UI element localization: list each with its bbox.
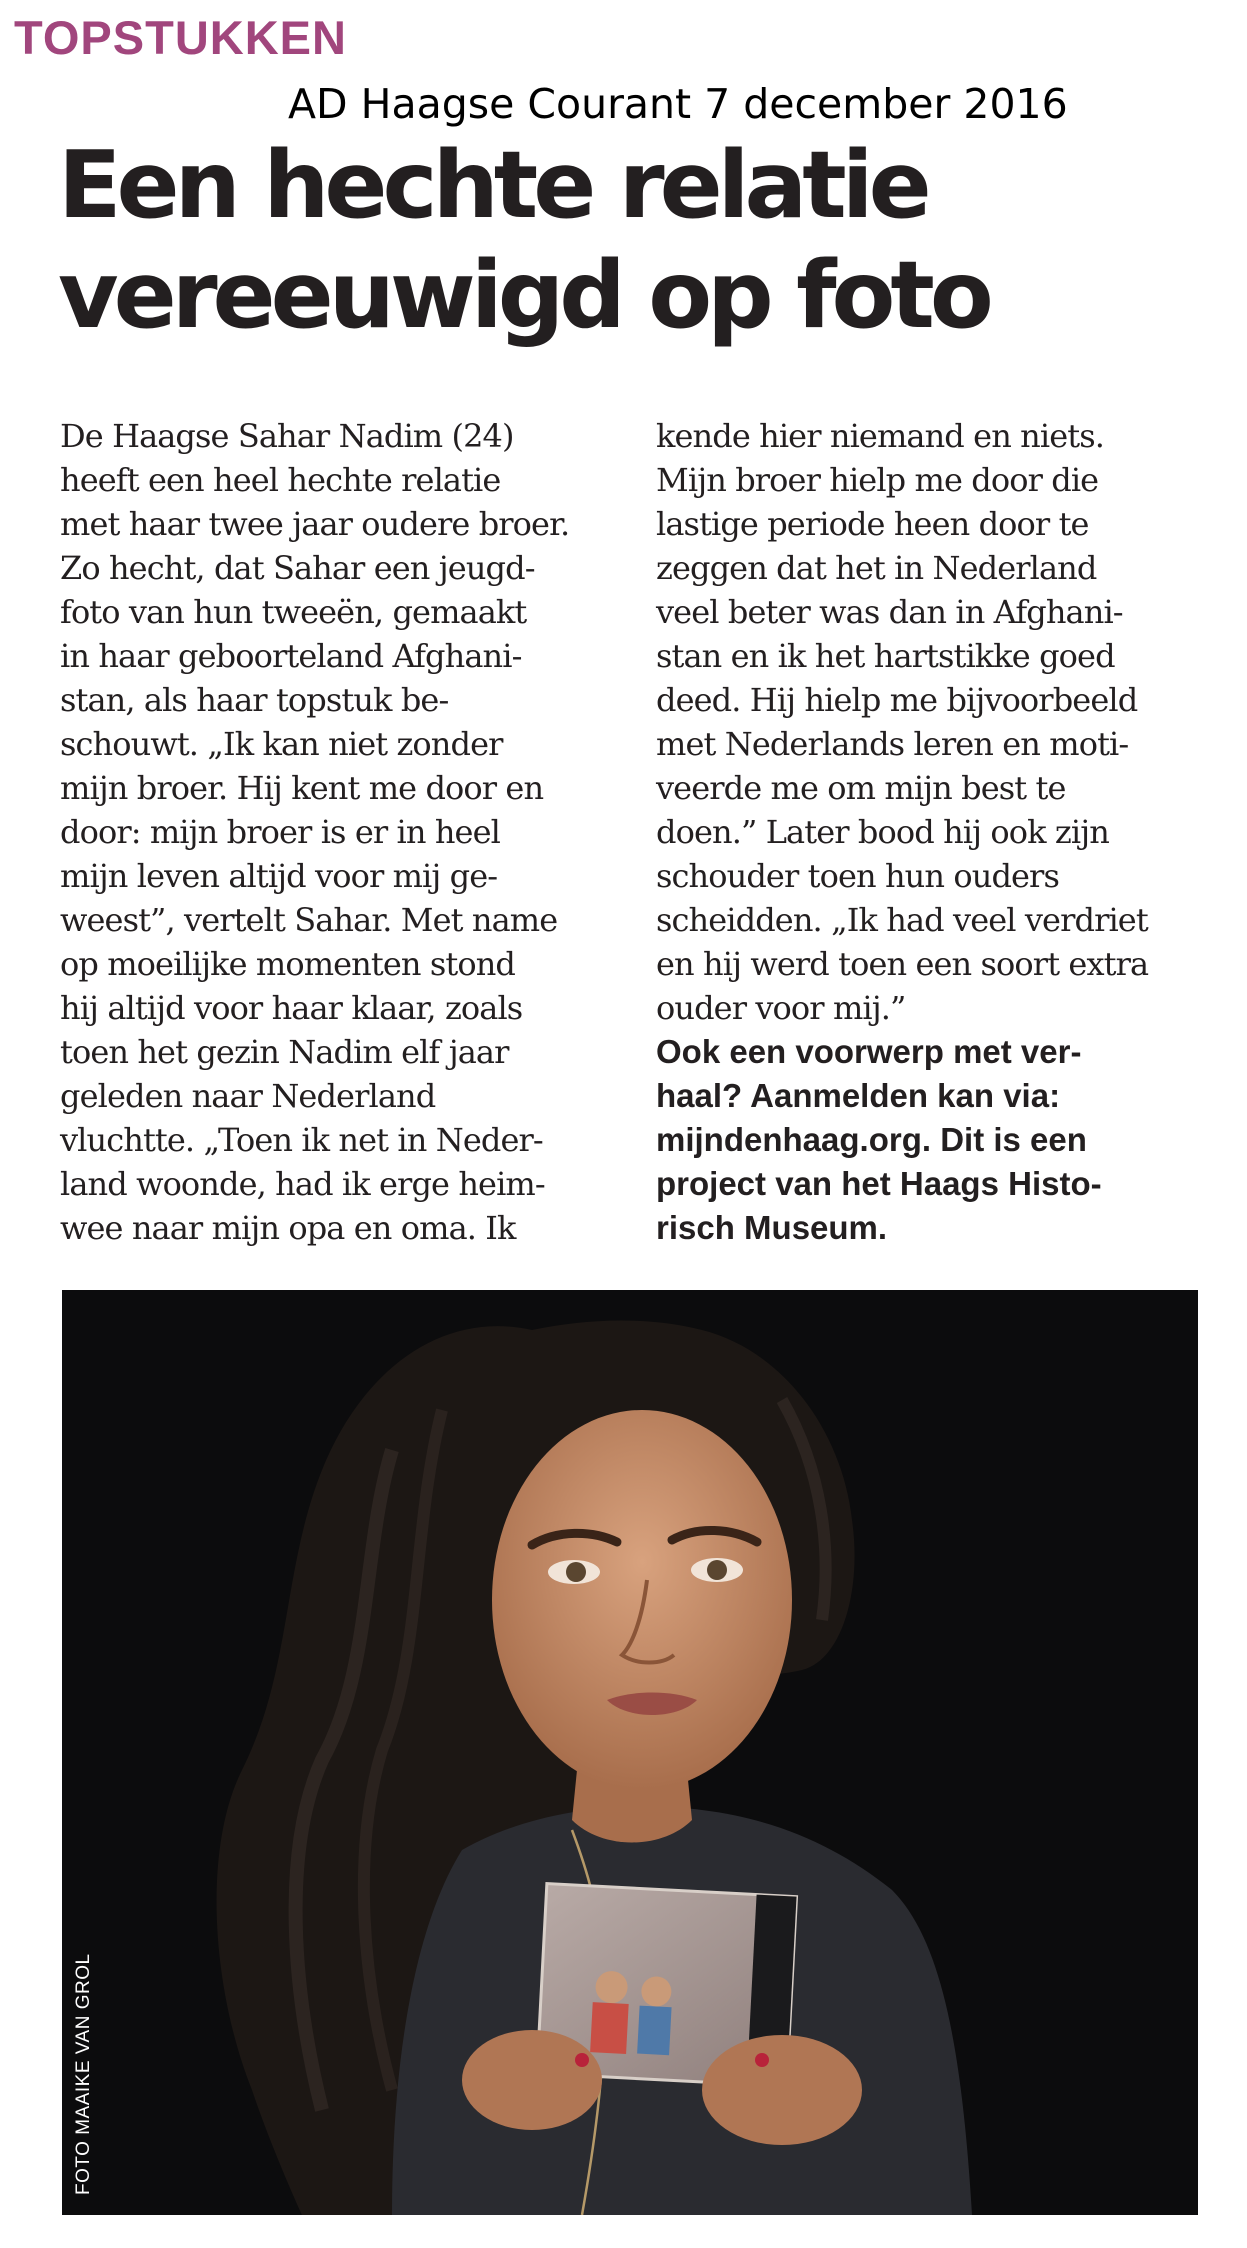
body-line: veerde me om mijn best te (656, 769, 1066, 807)
headline-line: Een hechte relatie (58, 131, 927, 239)
body-line: kende hier niemand en niets. (656, 417, 1105, 455)
photo-credit: FOTO MAAIKE VAN GROL (73, 1953, 94, 2195)
article-column-right (656, 414, 1216, 1250)
body-line: ouder voor mij.” (656, 989, 906, 1027)
body-line: zeggen dat het in Nederland (656, 549, 1097, 587)
body-line: scheidden. „Ik had veel verdriet (656, 901, 1148, 939)
portrait-photo (62, 1290, 1198, 2215)
body-line: door: mijn broer is er in heel (60, 813, 500, 851)
callout-line: haal? Aanmelden kan via: (656, 1077, 1061, 1114)
body-line: en hij werd toen een soort extra (656, 945, 1149, 983)
body-line: met Nederlands leren en moti- (656, 725, 1129, 763)
body-line: Mijn broer hielp me door die (656, 461, 1099, 499)
body-line: deed. Hij hielp me bijvoorbeeld (656, 681, 1138, 719)
body-line: stan, als haar topstuk be- (60, 681, 449, 719)
body-line: vluchtte. „Toen ik net in Neder- (60, 1121, 543, 1159)
body-line: wee naar mijn opa en oma. Ik (60, 1209, 516, 1247)
body-line: met haar twee jaar oudere broer. (60, 505, 570, 543)
body-line: toen het gezin Nadim elf jaar (60, 1033, 509, 1071)
body-line: Zo hecht, dat Sahar een jeugd- (60, 549, 535, 587)
headline (58, 130, 1208, 350)
body-line: in haar geboorteland Afghani- (60, 637, 522, 675)
body-line: geleden naar Nederland (60, 1077, 436, 1115)
body-line: De Haagse Sahar Nadim (24) (60, 417, 514, 455)
body-line: stan en ik het hartstikke goed (656, 637, 1115, 675)
body-line: heeft een heel hechte relatie (60, 461, 501, 499)
body-line: mijn leven altijd voor mij ge- (60, 857, 498, 895)
body-line: op moeilijke momenten stond (60, 945, 516, 983)
source-line: AD Haagse Courant 7 december 2016 (288, 80, 1068, 128)
body-line: doen.” Later bood hij ook zijn (656, 813, 1109, 851)
body-line: veel beter was dan in Afghani- (656, 593, 1123, 631)
section-label: TOPSTUKKEN (14, 11, 347, 64)
body-line: schouder toen hun ouders (656, 857, 1059, 895)
callout-line: risch Museum. (656, 1209, 888, 1246)
body-line: lastige periode heen door te (656, 505, 1089, 543)
article-column-left (60, 414, 640, 1250)
body-line: hij altijd voor haar klaar, zoals (60, 989, 523, 1027)
body-line: foto van hun tweeën, gemaakt (60, 593, 527, 631)
body-line: weest”, vertelt Sahar. Met name (60, 901, 558, 939)
callout-line: Ook een voorwerp met ver- (656, 1033, 1082, 1070)
callout-line: project van het Haags Histo- (656, 1165, 1102, 1202)
body-line: mijn broer. Hij kent me door en (60, 769, 544, 807)
body-line: schouwt. „Ik kan niet zonder (60, 725, 503, 763)
portrait-illustration (62, 1290, 1198, 2215)
headline-line: vereeuwigd op foto (58, 241, 989, 349)
body-line: land woonde, had ik erge heim- (60, 1165, 545, 1203)
callout-line: mijndenhaag.org. Dit is een (656, 1121, 1087, 1158)
